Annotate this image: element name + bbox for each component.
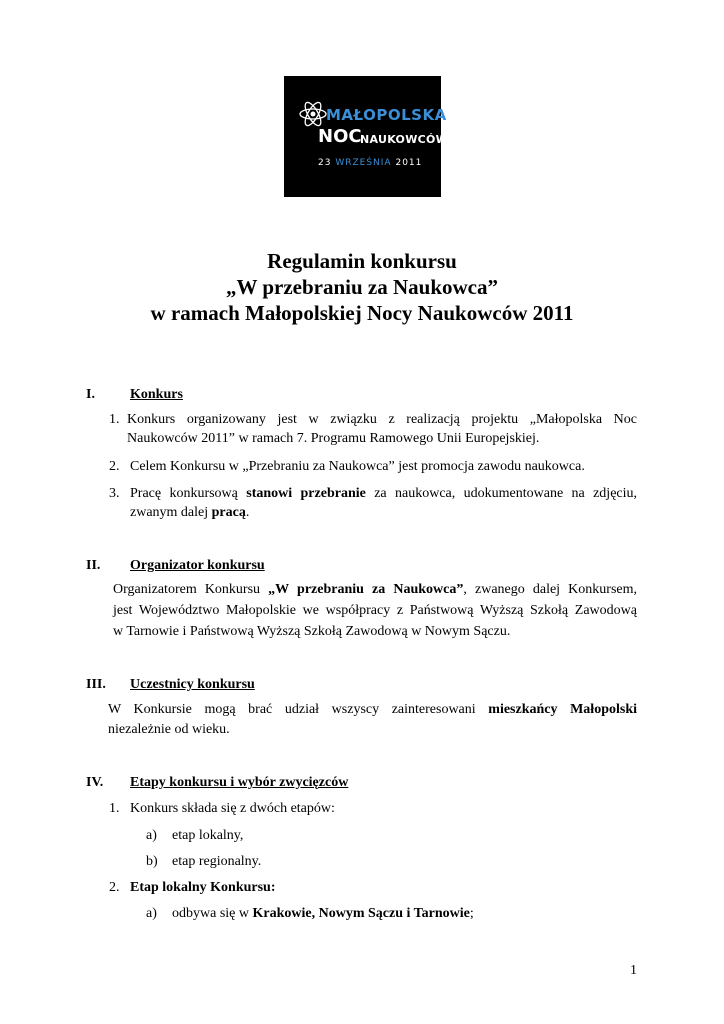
s1-item1-line1: Konkurs organizowany jest w związku z realizacją projektu „Małopolska Noc [127,412,637,427]
section-3-number: III. [86,677,106,692]
section-2-number: II. [86,558,101,573]
s1-item3-line2: zwanym dalej pracą. [130,505,250,520]
logo-naukowcow: NAUKOWCÓW [360,133,449,146]
s2-line1: Organizatorem Konkursu „W przebraniu za Naukowca”, zwanego dalej Konkursem, [113,582,637,597]
s4-item1a-letter: a) [146,828,157,843]
s4-item2a-text: odbywa się w Krakowie, Nowym Sączu i Tarnowie; [172,906,474,921]
s2-line2: jest Województwo Małopolskie we współpracy z Państwową Wyższą Szkołą Zawodową [113,603,637,618]
s1-item2-text: Celem Konkursu w „Przebraniu za Naukowca” jest promocja zawodu naukowca. [130,459,585,474]
section-1-title: Konkurs [130,387,183,402]
logo-date: 23 WRZEŚNIA 2011 [318,158,423,168]
s3-line1: W Konkursie mogą brać udział wszyscy zainteresowani mieszkańcy Małopolski [108,702,637,717]
logo-noc: NOC [318,126,362,147]
s4-item1b-letter: b) [146,854,158,869]
section-4-number: IV. [86,775,104,790]
s4-item2-number: 2. [109,880,120,895]
s3-line2: niezależnie od wieku. [108,722,230,737]
s1-item3-line1: Pracę konkursową stanowi przebranie za naukowca, udokumentowane na zdjęciu, [130,486,638,501]
s4-item1-number: 1. [109,801,120,816]
s1-item3-number: 3. [109,486,120,501]
s1-item2-number: 2. [109,459,120,474]
document-title-line1: Regulamin konkursu [267,249,457,273]
s4-item2-text: Etap lokalny Konkursu: [130,880,276,895]
s4-item2a-letter: a) [146,906,157,921]
logo-malopolska: MAŁOPOLSKA [326,106,447,124]
s2-line3: w Tarnowie i Państwową Wyższą Szkołą Zawodową w Nowym Sączu. [113,624,511,639]
section-3-title: Uczestnicy konkursu [130,677,255,692]
section-2-title: Organizator konkursu [130,558,265,573]
section-4-title: Etapy konkursu i wybór zwycięzców [130,775,349,790]
s4-item1-text: Konkurs składa się z dwóch etapów: [130,801,335,816]
document-title-line2: „W przebraniu za Naukowca” [225,275,499,299]
s1-item1-line2: Naukowców 2011” w ramach 7. Programu Ramowego Unii Europejskiej. [127,431,540,446]
document-title-line3: w ramach Małopolskiej Nocy Naukowców 2011 [150,301,574,325]
page-number: 1 [630,963,637,978]
s4-item1b-text: etap regionalny. [172,854,262,869]
section-1-number: I. [86,387,95,402]
event-logo [284,76,449,197]
atom-icon [298,100,328,128]
s4-item1a-text: etap lokalny, [172,828,244,843]
s1-item1-number: 1. [109,412,120,427]
